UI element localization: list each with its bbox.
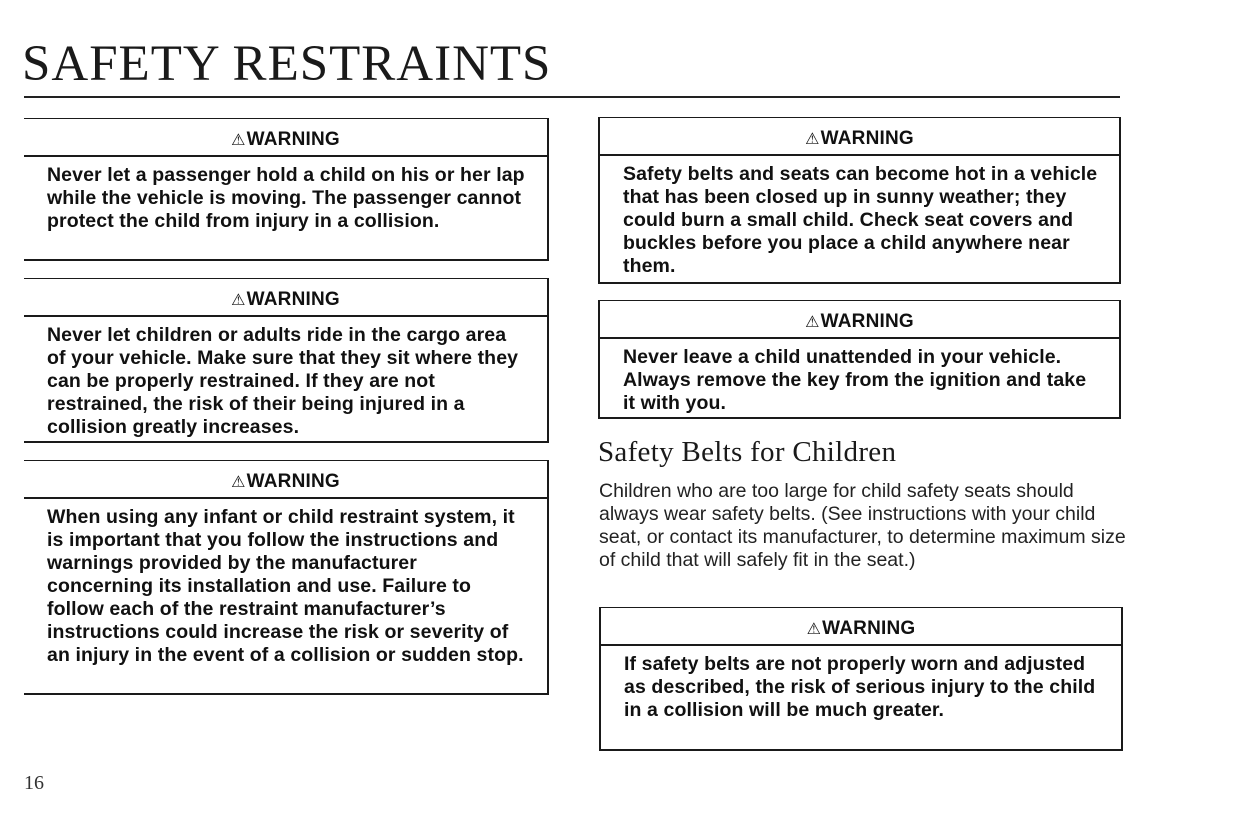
warning-box-lap-child (24, 118, 549, 261)
warning-header (24, 461, 547, 499)
warning-box-cargo-area (24, 278, 549, 443)
warning-box-belts-worn (599, 607, 1123, 751)
warning-label: WARNING (246, 289, 340, 310)
warning-header (600, 118, 1119, 156)
warning-label: WARNING (246, 471, 340, 492)
warning-label: WARNING (246, 129, 340, 150)
warning-label: WARNING (822, 618, 916, 639)
warning-text: When using any infant or child restraint system, it is important that you follow the instructions and warnings provided by the manufacturer concerning its installation and use. Failure to follow each of the restraint manufacturer’s instructions could increase the risk or severity of an injury in the event of a collision or sudden stop. (47, 506, 524, 666)
warning-text: If safety belts are not properly worn and adjusted as described, the risk of serious injury to the child in a collision will be much greater. (624, 653, 1096, 721)
warning-header (24, 119, 547, 157)
warning-box-child-restraint (24, 460, 549, 695)
warning-label: WARNING (820, 128, 914, 149)
warning-header (600, 301, 1119, 339)
warning-triangle-icon: ⚠ (805, 129, 820, 148)
section-heading: Safety Belts for Children (598, 436, 897, 468)
warning-box-hot-seats (598, 117, 1121, 284)
warning-text: Never let a passenger hold a child on his or her lap while the vehicle is moving. The passenger cannot protect the child from injury in a collision. (47, 164, 525, 232)
warning-triangle-icon: ⚠ (231, 130, 246, 149)
warning-header (24, 279, 547, 317)
warning-triangle-icon: ⚠ (805, 312, 820, 331)
page-title: SAFETY RESTRAINTS (22, 36, 552, 92)
section-paragraph: Children who are too large for child safety seats should always wear safety belts. (See instructions with your child seat, or contact its manufacturer, to determine maximum size of child that will safely fit in the seat.) (599, 480, 1126, 571)
warning-text: Never leave a child unattended in your vehicle. Always remove the key from the ignition and take it with you. (623, 346, 1087, 414)
warning-text: Never let children or adults ride in the cargo area of your vehicle. Make sure that they sit where they can be properly restrained. If they are not restrained, the risk of their being injured in a collision greatly increases. (47, 324, 519, 438)
warning-triangle-icon: ⚠ (231, 472, 246, 491)
warning-header (601, 608, 1121, 646)
warning-text: Safety belts and seats can become hot in a vehicle that has been closed up in sunny weather; they could burn a small child. Check seat covers and buckles before you place a child anywhere near them. (623, 163, 1098, 277)
page-number: 16 (24, 772, 44, 794)
warning-label: WARNING (820, 311, 914, 332)
warning-box-unattended-child (598, 300, 1121, 419)
warning-triangle-icon: ⚠ (231, 290, 246, 309)
title-divider (24, 96, 1120, 98)
warning-triangle-icon: ⚠ (806, 619, 822, 638)
